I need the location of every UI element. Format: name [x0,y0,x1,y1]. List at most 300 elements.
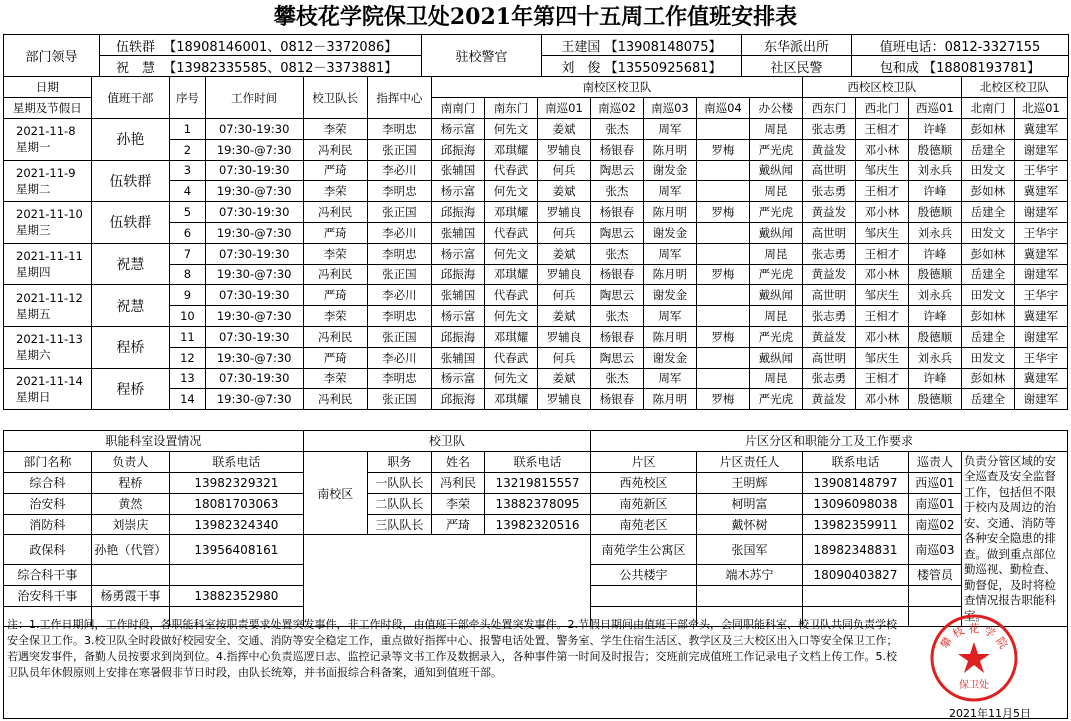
guard-header: 联系电话 [485,451,591,472]
post-guard: 王华宇 [1014,347,1067,368]
command-center: 李必川 [367,285,431,306]
schedule-row [4,285,1068,306]
schedule-row [4,160,1068,181]
post-guard: 罗辅良 [537,264,590,285]
post-guard: 陶思云 [590,285,643,306]
post-guard: 田发文 [961,222,1014,243]
post-guard: 高世明 [802,347,855,368]
post-guard: 谢建军 [1014,326,1067,347]
post-guard: 黄益发 [802,202,855,223]
post-guard: 代春武 [484,160,537,181]
post-guard: 罗梅 [696,264,749,285]
post-guard: 彭如林 [961,119,1014,140]
area-cell: 南苑学生公寓区 [591,535,697,564]
post-guard: 许峰 [908,306,961,327]
header-date: 日期 [4,77,92,98]
dept-cell: 杨勇霞干事 [91,585,169,606]
post-guard: 张杰 [590,243,643,264]
post-guard: 张辅国 [432,347,485,368]
post-guard: 张杰 [590,368,643,389]
command-center: 张正国 [367,326,431,347]
post-guard: 邱振海 [432,202,485,223]
header-post: 北南门 [961,98,1014,119]
bottom-row [4,535,1068,564]
post-guard: 罗辅良 [537,326,590,347]
post-guard: 高世明 [802,285,855,306]
schedule-table [3,76,1068,410]
seal-text-bottom: 保卫处 [959,680,989,691]
post-guard: 张志勇 [802,243,855,264]
work-time: 07:30-19:30 [205,326,303,347]
post-guard: 王相才 [855,181,908,202]
row-no: 5 [170,202,206,223]
post-guard: 陶思云 [590,160,643,181]
dept-cell [91,564,169,585]
header-north-group: 北校区校卫队 [961,77,1067,98]
row-no: 9 [170,285,206,306]
weekday: 星期五 [16,306,51,321]
post-guard: 张杰 [590,181,643,202]
area-cell: 王明辉 [696,472,802,493]
weekday: 星期六 [16,348,51,363]
post-guard: 邱振海 [432,264,485,285]
dept-cell: 程桥 [91,472,169,493]
post-guard: 冀建军 [1014,181,1067,202]
post-guard: 杨示富 [432,306,485,327]
post-guard [696,181,749,202]
area-cell: 13096098038 [802,493,908,514]
dept-leader-label: 部门领导 [4,35,100,77]
post-guard: 谢建军 [1014,264,1067,285]
post-guard: 邱振海 [432,389,485,410]
header-post: 南巡01 [537,98,590,119]
post-guard: 代春武 [484,222,537,243]
post-guard: 杨示富 [432,181,485,202]
header-captain: 校卫队长 [303,77,367,119]
post-guard: 姜斌 [537,119,590,140]
leader2: 祝 慧 【13982335585、0812－3373881】 [100,56,422,77]
post-guard: 罗辅良 [537,389,590,410]
post-guard: 陈月明 [643,326,696,347]
post-guard: 罗梅 [696,202,749,223]
post-guard: 罗辅良 [537,139,590,160]
bottom-header-row [4,451,1068,472]
command-center: 张正国 [367,389,431,410]
post-guard: 许峰 [908,181,961,202]
guard-captain: 李荣 [303,306,367,327]
guard-captain: 冯利民 [303,264,367,285]
post-guard: 谢发金 [643,285,696,306]
post-guard: 谢建军 [1014,139,1067,160]
header-south-group: 南校区校卫队 [432,77,803,98]
area-cell: 南苑新区 [591,493,697,514]
area-cell: 端木苏宁 [696,564,802,585]
area-cell: 18982348831 [802,535,908,564]
post-guard [696,222,749,243]
post-guard: 彭如林 [961,181,1014,202]
header-post: 南巡03 [643,98,696,119]
post-guard: 杨银春 [590,326,643,347]
post-guard: 彭如林 [961,368,1014,389]
post-guard: 邓琪耀 [484,389,537,410]
post-guard: 张辅国 [432,285,485,306]
post-guard: 杨银春 [590,139,643,160]
post-guard: 杨示富 [432,368,485,389]
post-guard: 陶思云 [590,222,643,243]
post-guard: 邓小林 [855,202,908,223]
header-post: 北巡01 [1014,98,1067,119]
post-guard: 岳建全 [961,202,1014,223]
police1: 王建国 【13908148075】 [542,35,742,56]
area-header: 片区责任人 [696,451,802,472]
guard-cell: 一队队长 [367,472,431,493]
weekday: 星期三 [16,223,51,238]
post-guard: 谢发金 [643,347,696,368]
official-seal [928,612,1020,704]
duty-phone: 值班电话：0812-3327155 [852,35,1069,56]
post-guard: 王相才 [855,243,908,264]
post-guard: 杨示富 [432,119,485,140]
guard-captain: 严琦 [303,160,367,181]
dept-cell: 治安科干事 [4,585,92,606]
post-guard: 黄益发 [802,326,855,347]
post-guard: 彭如林 [961,243,1014,264]
post-guard: 张辅国 [432,222,485,243]
post-guard: 戴纵闻 [749,347,802,368]
post-guard: 周军 [643,243,696,264]
post-guard: 杨银春 [590,202,643,223]
guard-campus: 南校区 [303,451,367,535]
post-guard: 代春武 [484,285,537,306]
header-post: 办公楼 [749,98,802,119]
header-no: 序号 [170,77,206,119]
post-guard: 何兵 [537,222,590,243]
guard-captain: 冯利民 [303,326,367,347]
post-guard: 陈月明 [643,139,696,160]
leader1: 伍轶群 【18908146001、0812－3372086】 [100,35,422,56]
post-guard: 陈月明 [643,389,696,410]
post-guard: 殷德顺 [908,389,961,410]
post-guard: 代春武 [484,347,537,368]
guard-captain: 李荣 [303,243,367,264]
schedule-row [4,202,1068,223]
guard-captain: 李荣 [303,119,367,140]
command-center: 李必川 [367,160,431,181]
post-guard: 邹庆生 [855,160,908,181]
post-guard: 王华宇 [1014,222,1067,243]
post-guard: 邓小林 [855,326,908,347]
area-cell: 公共楼宇 [591,564,697,585]
work-time: 19:30-@7:30 [205,264,303,285]
empty-cell [591,585,697,606]
police1-unit: 东华派出所 [742,35,852,56]
post-guard: 张杰 [590,119,643,140]
area-cell: 南巡03 [908,535,961,564]
command-center: 李明忠 [367,306,431,327]
row-no: 11 [170,326,206,347]
post-guard: 戴纵闻 [749,160,802,181]
page-title: 攀枝花学院保卫处2021年第四十五周工作值班安排表 [273,4,798,30]
guard-captain: 严琦 [303,347,367,368]
post-guard: 邓小林 [855,264,908,285]
post-guard: 杨银春 [590,264,643,285]
guard-cell: 二队队长 [367,493,431,514]
post-guard: 王相才 [855,306,908,327]
post-guard: 何先文 [484,181,537,202]
post-guard: 冀建军 [1014,306,1067,327]
post-guard: 何先文 [484,243,537,264]
guard-header: 职务 [367,451,431,472]
post-guard: 冀建军 [1014,119,1067,140]
command-center: 李明忠 [367,119,431,140]
post-guard: 罗梅 [696,326,749,347]
command-center: 李明忠 [367,368,431,389]
row-no: 10 [170,306,206,327]
date: 2021-11-13 [16,332,83,347]
command-center: 李明忠 [367,181,431,202]
post-guard: 姜斌 [537,368,590,389]
area-header: 片区 [591,451,697,472]
area-cell: 18090403827 [802,564,908,585]
post-guard: 邓琪耀 [484,264,537,285]
header-cadre: 值班干部 [91,77,169,119]
post-guard: 邓琪耀 [484,139,537,160]
post-guard: 邱振海 [432,139,485,160]
dept-cell: 消防科 [4,514,92,535]
post-guard: 姜斌 [537,181,590,202]
post-guard: 姜斌 [537,243,590,264]
post-guard: 许峰 [908,119,961,140]
guard-captain: 李荣 [303,368,367,389]
post-guard: 罗梅 [696,139,749,160]
post-guard: 刘永兵 [908,347,961,368]
work-time: 19:30-@7:30 [205,306,303,327]
date: 2021-11-10 [16,207,83,222]
guard-captain: 冯利民 [303,139,367,160]
post-guard: 周昆 [749,119,802,140]
empty-cell [802,585,908,606]
post-guard: 邓小林 [855,389,908,410]
work-time: 07:30-19:30 [205,285,303,306]
bottom-row [4,514,1068,535]
header-west-group: 西校区校卫队 [802,77,961,98]
post-guard: 谢建军 [1014,389,1067,410]
date: 2021-11-8 [16,124,76,139]
row-no: 12 [170,347,206,368]
row-no: 8 [170,264,206,285]
duty-cadre: 孙艳 [91,119,169,161]
post-guard: 罗梅 [696,389,749,410]
post-guard: 王相才 [855,368,908,389]
guard-cell: 冯利民 [432,472,485,493]
post-guard [696,160,749,181]
post-guard: 黄益发 [802,389,855,410]
sign-date: 2021年11月5日 [949,707,1031,720]
date: 2021-11-14 [16,373,83,388]
post-guard: 田发文 [961,347,1014,368]
schedule-row [4,119,1068,140]
date: 2021-11-12 [16,290,83,305]
area-cell: 南巡02 [908,514,961,535]
header-center: 指挥中心 [367,77,431,119]
guard-cell: 13982320516 [485,514,591,535]
police-label: 驻校警官 [422,35,542,77]
guards-title: 校卫队 [303,431,590,452]
post-guard: 何兵 [537,285,590,306]
dept-header: 部门名称 [4,451,92,472]
post-guard: 陶思云 [590,347,643,368]
work-time: 07:30-19:30 [205,202,303,223]
post-guard: 岳建全 [961,139,1014,160]
header-post: 西东门 [802,98,855,119]
post-guard: 冀建军 [1014,368,1067,389]
bottom-row [4,472,1068,493]
guard-header: 姓名 [432,451,485,472]
post-guard: 陈月明 [643,202,696,223]
date-cell [4,368,92,410]
post-guard: 高世明 [802,160,855,181]
guard-cell: 严琦 [432,514,485,535]
date-cell [4,243,92,285]
post-guard [696,306,749,327]
weekday: 星期四 [16,265,51,280]
contact-table [3,34,1069,77]
empty-cell [908,585,961,606]
guard-cell: 13219815557 [485,472,591,493]
area-cell: 西巡01 [908,472,961,493]
post-guard: 岳建全 [961,389,1014,410]
schedule-row [4,326,1068,347]
duty-cadre: 伍轶群 [91,160,169,202]
community-police: 包和成 【18808193781】 [852,56,1069,77]
post-guard [696,368,749,389]
post-guard: 高世明 [802,222,855,243]
area-cell: 13982359911 [802,514,908,535]
work-time: 19:30-@7:30 [205,347,303,368]
area-cell: 南苑老区 [591,514,697,535]
post-guard: 何先文 [484,368,537,389]
police2-unit: 社区民警 [742,56,852,77]
post-guard: 邓小林 [855,139,908,160]
post-guard: 谢建军 [1014,202,1067,223]
header-time: 工作时间 [205,77,303,119]
post-guard: 严光虎 [749,264,802,285]
guard-captain: 李荣 [303,181,367,202]
post-guard: 杨示富 [432,243,485,264]
post-guard: 周昆 [749,368,802,389]
bottom-row [4,493,1068,514]
guard-captain: 冯利民 [303,202,367,223]
header-post: 西北门 [855,98,908,119]
row-no: 13 [170,368,206,389]
post-guard: 严光虎 [749,202,802,223]
schedule-row [4,368,1068,389]
post-guard: 殷德顺 [908,264,961,285]
seal-text-top: 攀 枝 花 学 院 [937,622,1011,652]
command-center: 张正国 [367,264,431,285]
area-cell: 西苑校区 [591,472,697,493]
post-guard: 田发文 [961,160,1014,181]
area-cell: 柯明富 [696,493,802,514]
duty-cadre: 祝慧 [91,243,169,285]
post-guard: 殷德顺 [908,326,961,347]
post-guard: 何先文 [484,119,537,140]
post-guard: 周昆 [749,243,802,264]
duty-cadre: 祝慧 [91,285,169,327]
post-guard: 邹庆生 [855,285,908,306]
guard-cell: 13882378095 [485,493,591,514]
police2: 刘 俊 【13550925681】 [542,56,742,77]
post-guard: 邓琪耀 [484,202,537,223]
dept-cell: 13982324340 [170,514,304,535]
post-guard: 张辅国 [432,160,485,181]
duty-cadre: 程桥 [91,368,169,410]
date: 2021-11-11 [16,249,83,264]
post-guard: 王相才 [855,119,908,140]
post-guard: 何先文 [484,306,537,327]
area-requirement: 负责分管区域的安全巡查及安全监督工作，包括但不限于校内及周边的治安、交通、消防等各种安全隐患的排查。做到重点部位勤巡视、勤检查、勤督促，及时将检查情况报告职能科室。 [961,451,1067,627]
area-header: 巡责人 [908,451,961,472]
dept-header: 联系电话 [170,451,304,472]
post-guard: 黄益发 [802,139,855,160]
work-time: 07:30-19:30 [205,368,303,389]
post-guard: 罗辅良 [537,202,590,223]
post-guard: 刘永兵 [908,285,961,306]
post-guard: 刘永兵 [908,160,961,181]
post-guard: 许峰 [908,368,961,389]
post-guard [696,243,749,264]
post-guard: 王华宇 [1014,160,1067,181]
post-guard [696,347,749,368]
post-guard: 许峰 [908,243,961,264]
post-guard: 冀建军 [1014,243,1067,264]
dept-cell: 13882352980 [170,585,304,606]
guard-captain: 严琦 [303,222,367,243]
dept-cell: 刘崇庆 [91,514,169,535]
post-guard: 田发文 [961,285,1014,306]
post-guard: 刘永兵 [908,222,961,243]
area-cell: 戴怀树 [696,514,802,535]
dept-cell: 政保科 [4,535,92,564]
work-time: 19:30-@7:30 [205,222,303,243]
post-guard: 彭如林 [961,306,1014,327]
weekday: 星期一 [16,140,51,155]
date: 2021-11-9 [16,165,76,180]
header-post: 西巡01 [908,98,961,119]
guard-captain: 冯利民 [303,389,367,410]
dept-cell: 黄然 [91,493,169,514]
command-center: 李明忠 [367,243,431,264]
work-time: 07:30-19:30 [205,119,303,140]
post-guard: 陈月明 [643,264,696,285]
area-cell: 张国军 [696,535,802,564]
post-guard: 谢发金 [643,160,696,181]
areas-title: 片区分区和职能分工及工作要求 [591,431,1068,452]
post-guard: 殷德顺 [908,202,961,223]
dept-cell: 13956408161 [170,535,304,564]
post-guard: 戴纵闻 [749,222,802,243]
date-cell [4,160,92,202]
post-guard: 邹庆生 [855,347,908,368]
post-guard: 王华宇 [1014,285,1067,306]
dept-cell: 18081703063 [170,493,304,514]
notes-text: 注：1.工作日期间，工作时段，各职能科室按职责要求处置突发事件，非工作时段，由值班干部牵头处置突发事件。2.节假日期间由值班干部牵头，会同职能科室、校卫队共同负责学校安全保卫工作。3.校卫队全时段做好校园安全、交通、消防等安全稳定工作，重点做好指挥中心、报警电话处置、警务室、学生住宿生活区、教学区及三大校区出入口等安全保卫工作；若遇突发事件，备勤人员按要求到岗到位。4.指挥中心负责巡逻日志、监控记录等文书工作及数据录入，各种事件第一时间及时报告；交班前完成值班工作记录电子文档上传工作。5.校卫队员年休假原则上安排在寒暑假非节日时段，由队长统筹，并书面报综合科备案，通知到值班干部。 [7,618,898,679]
duty-cadre: 伍轶群 [91,202,169,244]
area-cell: 楼管员 [908,564,961,585]
post-guard: 严光虎 [749,389,802,410]
post-guard: 张杰 [590,306,643,327]
work-time: 19:30-@7:30 [205,139,303,160]
